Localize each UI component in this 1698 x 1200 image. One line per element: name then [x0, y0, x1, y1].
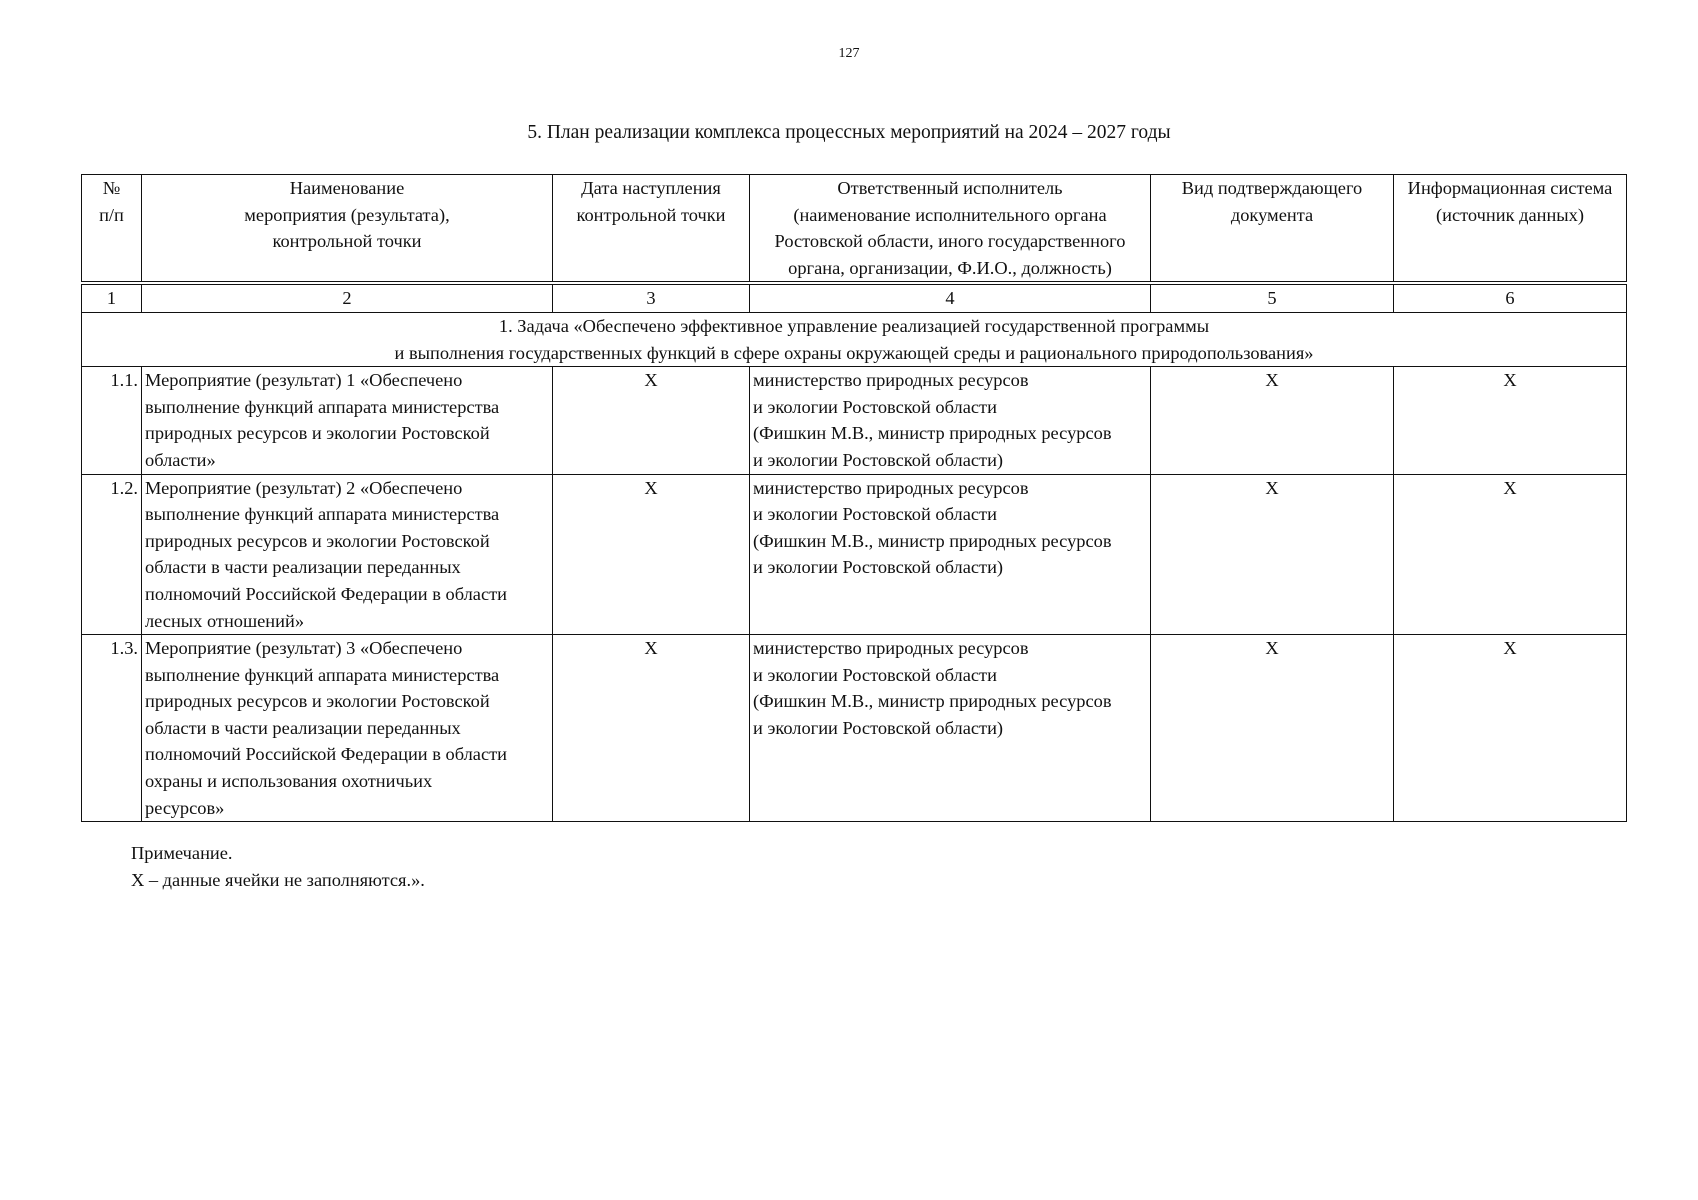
responsible-executor: министерство природных ресурсов и экологии Ростовской области (Фишкин М.В., министр природных ресурсов и экологии Ростовской области)	[750, 635, 1151, 822]
header-control-date: Дата наступления контрольной точки	[553, 175, 750, 284]
header-info-system: Информационная система (источник данных)	[1394, 175, 1627, 284]
column-number: 1	[82, 283, 142, 312]
activity-name: Мероприятие (результат) 2 «Обеспечено выполнение функций аппарата министерства природных ресурсов и экологии Ростовской области в части реализации переданных полномочий Российской Федерации в области лесных отношений»	[142, 474, 553, 635]
table-row	[82, 474, 1627, 635]
note-heading: Примечание.	[131, 843, 233, 863]
responsible-executor: министерство природных ресурсов и экологии Ростовской области (Фишкин М.В., министр природных ресурсов и экологии Ростовской области)	[750, 474, 1151, 635]
activity-name: Мероприятие (результат) 3 «Обеспечено выполнение функций аппарата министерства природных ресурсов и экологии Ростовской области в части реализации переданных полномочий Российской Федерации в области охраны и использования охотничьих ресурсов»	[142, 635, 553, 822]
implementation-plan-table	[81, 174, 1627, 822]
control-date: X	[553, 474, 750, 635]
info-system: X	[1394, 474, 1627, 635]
control-date: X	[553, 635, 750, 822]
document-type: X	[1151, 474, 1394, 635]
column-number: 3	[553, 283, 750, 312]
header-number: № п/п	[82, 175, 142, 284]
control-date: X	[553, 367, 750, 474]
column-number: 5	[1151, 283, 1394, 312]
document-type: X	[1151, 635, 1394, 822]
note-text: Х – данные ячейки не заполняются.».	[131, 870, 425, 890]
note	[131, 840, 425, 894]
header-activity-name: Наименование мероприятия (результата), контрольной точки	[142, 175, 553, 284]
page-number: 127	[838, 46, 860, 61]
row-number: 1.1.	[82, 367, 142, 474]
table-row	[82, 635, 1627, 822]
column-number: 2	[142, 283, 553, 312]
document-type: X	[1151, 367, 1394, 474]
table-header-row	[82, 175, 1627, 284]
row-number: 1.2.	[82, 474, 142, 635]
task-row	[82, 312, 1627, 366]
page-title: 5. План реализации комплекса процессных мероприятий на 2024 – 2027 годы	[527, 122, 1171, 143]
responsible-executor: министерство природных ресурсов и экологии Ростовской области (Фишкин М.В., министр природных ресурсов и экологии Ростовской области)	[750, 367, 1151, 474]
info-system: X	[1394, 635, 1627, 822]
column-number: 4	[750, 283, 1151, 312]
task-title: 1. Задача «Обеспечено эффективное управление реализацией государственной программы и выполнения государственных функций в сфере охраны окружающей среды и рационального природопользования»	[82, 312, 1627, 366]
header-responsible: Ответственный исполнитель (наименование исполнительного органа Ростовской области, иного государственного органа, организации, Ф.И.О., должность)	[750, 175, 1151, 284]
column-numbers-row	[82, 283, 1627, 312]
info-system: X	[1394, 367, 1627, 474]
table-row	[82, 367, 1627, 474]
activity-name: Мероприятие (результат) 1 «Обеспечено выполнение функций аппарата министерства природных ресурсов и экологии Ростовской области»	[142, 367, 553, 474]
row-number: 1.3.	[82, 635, 142, 822]
column-number: 6	[1394, 283, 1627, 312]
header-document-type: Вид подтверждающего документа	[1151, 175, 1394, 284]
